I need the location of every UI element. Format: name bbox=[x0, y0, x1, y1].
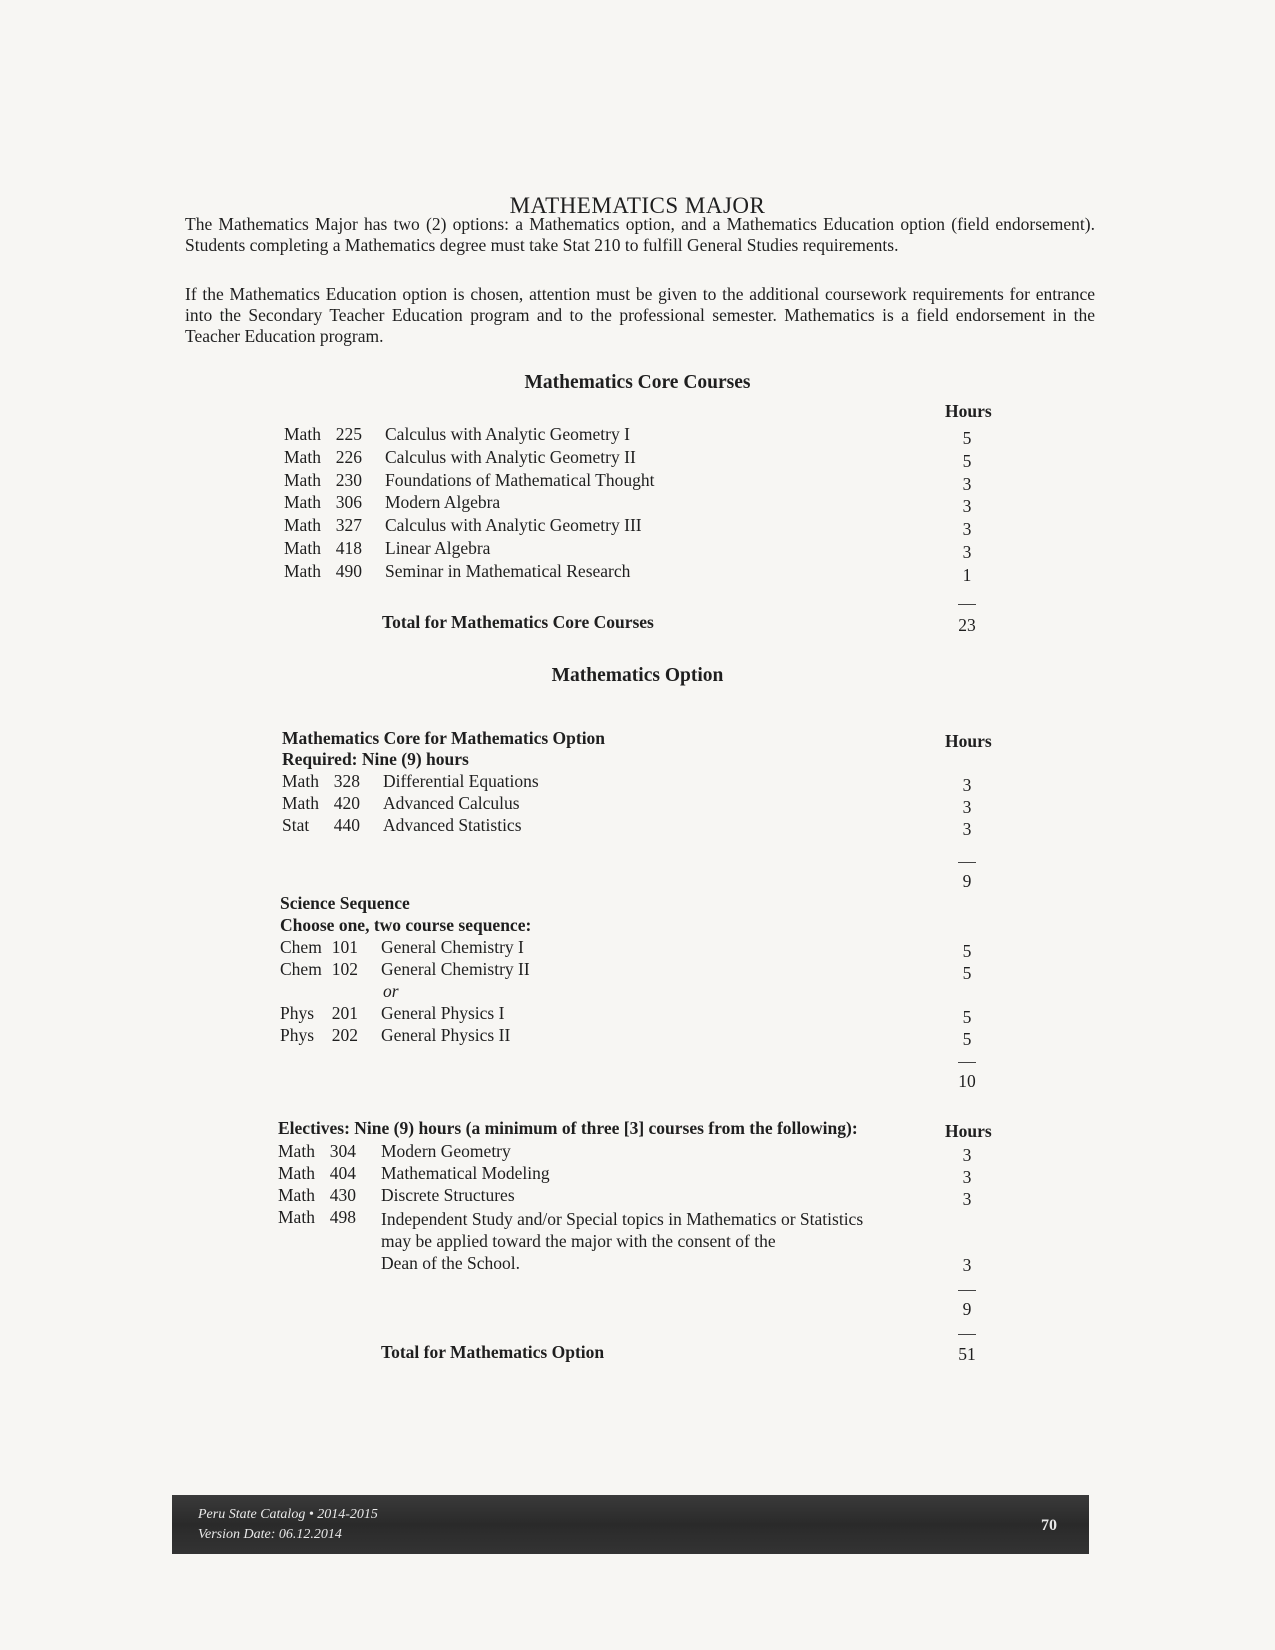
footer-version: Version Date: 06.12.2014 bbox=[198, 1527, 342, 1542]
course-number: 225 bbox=[335, 424, 362, 444]
page-title: MATHEMATICS MAJOR bbox=[509, 193, 766, 219]
science-total-hours: 10 bbox=[958, 1071, 976, 1091]
course-hours: 5 bbox=[962, 1007, 972, 1027]
course-number: 490 bbox=[335, 560, 362, 581]
page-number: 70 bbox=[1041, 1517, 1057, 1534]
course-title-line-1: Independent Study and/or Special topics in Mathematics or Statistics bbox=[381, 1209, 864, 1229]
course-subject: Math bbox=[278, 1207, 315, 1227]
option-total-rule bbox=[958, 1334, 976, 1335]
course-title: Differential Equations bbox=[383, 771, 539, 791]
course-subject: Math bbox=[284, 492, 321, 513]
course-number: 498 bbox=[329, 1207, 356, 1227]
course-title: General Chemistry I bbox=[381, 937, 524, 957]
course-hours: 3 bbox=[962, 496, 972, 517]
required-total-rule bbox=[958, 862, 976, 863]
course-title: General Physics I bbox=[381, 1003, 505, 1023]
course-subject: Chem bbox=[280, 937, 322, 957]
course-hours: 5 bbox=[962, 428, 972, 448]
course-title: Calculus with Analytic Geometry I bbox=[385, 424, 630, 444]
core-total-hours: 23 bbox=[958, 615, 976, 635]
course-hours: 5 bbox=[962, 1029, 972, 1049]
course-number: 328 bbox=[333, 771, 360, 791]
course-hours: 3 bbox=[962, 1145, 972, 1165]
course-subject: Chem bbox=[280, 959, 322, 979]
course-number: 404 bbox=[329, 1163, 356, 1183]
course-title: Calculus with Analytic Geometry III bbox=[385, 515, 642, 536]
course-subject: Math bbox=[284, 446, 321, 467]
course-number: 202 bbox=[331, 1025, 358, 1045]
option-hours-label: Hours bbox=[945, 731, 992, 751]
course-hours: 3 bbox=[962, 473, 972, 494]
course-number: 230 bbox=[335, 469, 362, 490]
course-subject: Math bbox=[284, 560, 321, 581]
option-total-label: Total for Mathematics Option bbox=[381, 1342, 605, 1362]
science-subheading: Choose one, two course sequence: bbox=[280, 915, 532, 935]
required-label: Required: Nine (9) hours bbox=[282, 749, 469, 769]
course-title: Calculus with Analytic Geometry II bbox=[385, 446, 636, 467]
course-number: 304 bbox=[329, 1141, 356, 1161]
option-total-hours: 51 bbox=[958, 1344, 976, 1364]
course-title: Modern Algebra bbox=[385, 492, 501, 513]
course-hours: 3 bbox=[962, 1167, 972, 1187]
course-subject: Math bbox=[282, 793, 319, 813]
course-number: 102 bbox=[331, 959, 358, 979]
option-heading: Mathematics Option bbox=[551, 665, 724, 686]
course-number: 201 bbox=[331, 1003, 358, 1023]
course-number: 101 bbox=[331, 937, 358, 957]
course-title: Linear Algebra bbox=[385, 538, 491, 558]
core-total-label: Total for Mathematics Core Courses bbox=[382, 612, 654, 632]
course-title: General Physics II bbox=[381, 1025, 511, 1045]
course-number: 430 bbox=[329, 1185, 356, 1205]
electives-hours-label: Hours bbox=[945, 1121, 992, 1141]
required-total-hours: 9 bbox=[962, 871, 972, 891]
electives-total-hours: 9 bbox=[962, 1299, 972, 1319]
course-hours: 5 bbox=[962, 941, 972, 961]
course-title-line-2: may be applied toward the major with the consent of the bbox=[381, 1231, 776, 1251]
science-total-rule bbox=[958, 1062, 976, 1063]
course-subject: Math bbox=[284, 538, 321, 558]
course-title: Seminar in Mathematical Research bbox=[385, 560, 631, 581]
course-subject: Math bbox=[282, 771, 319, 791]
course-title-line-3: Dean of the School. bbox=[381, 1253, 520, 1273]
course-number: 418 bbox=[335, 538, 362, 558]
course-subject: Phys bbox=[280, 1003, 315, 1023]
footer-catalog: Peru State Catalog • 2014-2015 bbox=[198, 1507, 378, 1522]
course-subject: Math bbox=[278, 1141, 315, 1161]
course-subject: Math bbox=[278, 1185, 315, 1205]
core-total-rule bbox=[958, 604, 976, 605]
course-subject: Math bbox=[278, 1163, 315, 1183]
course-subject: Stat bbox=[282, 815, 310, 835]
intro-paragraph-1: The Mathematics Major has two (2) options: a Mathematics option, and a Mathematics Education option (field endorsement). Students completing a Mathematics degree must take Stat 210 to fulfill General Studies requirements. bbox=[185, 214, 1095, 255]
course-title: Mathematical Modeling bbox=[381, 1163, 550, 1183]
core-courses-heading: Mathematics Core Courses bbox=[524, 372, 751, 393]
or-label: or bbox=[383, 981, 399, 1001]
course-hours: 3 bbox=[962, 1255, 972, 1275]
course-hours: 3 bbox=[962, 775, 972, 795]
course-subject: Phys bbox=[280, 1025, 315, 1045]
course-number: 226 bbox=[335, 446, 362, 467]
course-number: 327 bbox=[335, 515, 362, 536]
electives-heading: Electives: Nine (9) hours (a minimum of three [3] courses from the following): bbox=[278, 1118, 858, 1138]
course-hours: 3 bbox=[962, 797, 972, 817]
science-heading: Science Sequence bbox=[280, 893, 410, 913]
course-subject: Math bbox=[284, 469, 321, 490]
course-number: 420 bbox=[333, 793, 360, 813]
course-title: Foundations of Mathematical Thought bbox=[385, 469, 655, 490]
course-subject: Math bbox=[284, 515, 321, 536]
core-hours-label: Hours bbox=[945, 401, 992, 421]
course-hours: 3 bbox=[962, 1189, 972, 1209]
course-hours: 3 bbox=[962, 519, 972, 540]
course-title: Modern Geometry bbox=[381, 1141, 511, 1161]
course-hours: 5 bbox=[962, 450, 972, 471]
course-number: 440 bbox=[333, 815, 360, 835]
course-hours: 3 bbox=[962, 819, 972, 839]
course-hours: 1 bbox=[962, 564, 972, 585]
option-core-heading: Mathematics Core for Mathematics Option bbox=[282, 728, 606, 748]
course-title: General Chemistry II bbox=[381, 959, 530, 979]
intro-paragraph-2: If the Mathematics Education option is chosen, attention must be given to the additional coursework requirements for entrance into the Secondary Teacher Education program and to the professional semester. Mathematics is a field endorsement in the Teacher Education program. bbox=[185, 284, 1095, 346]
footer-bar bbox=[172, 1495, 1089, 1554]
course-title: Advanced Statistics bbox=[383, 815, 522, 835]
course-title: Discrete Structures bbox=[381, 1185, 515, 1205]
course-hours: 5 bbox=[962, 963, 972, 983]
course-subject: Math bbox=[284, 424, 321, 444]
course-title: Advanced Calculus bbox=[383, 793, 520, 813]
course-hours: 3 bbox=[962, 542, 972, 562]
electives-total-rule bbox=[958, 1290, 976, 1291]
course-number: 306 bbox=[335, 492, 362, 513]
